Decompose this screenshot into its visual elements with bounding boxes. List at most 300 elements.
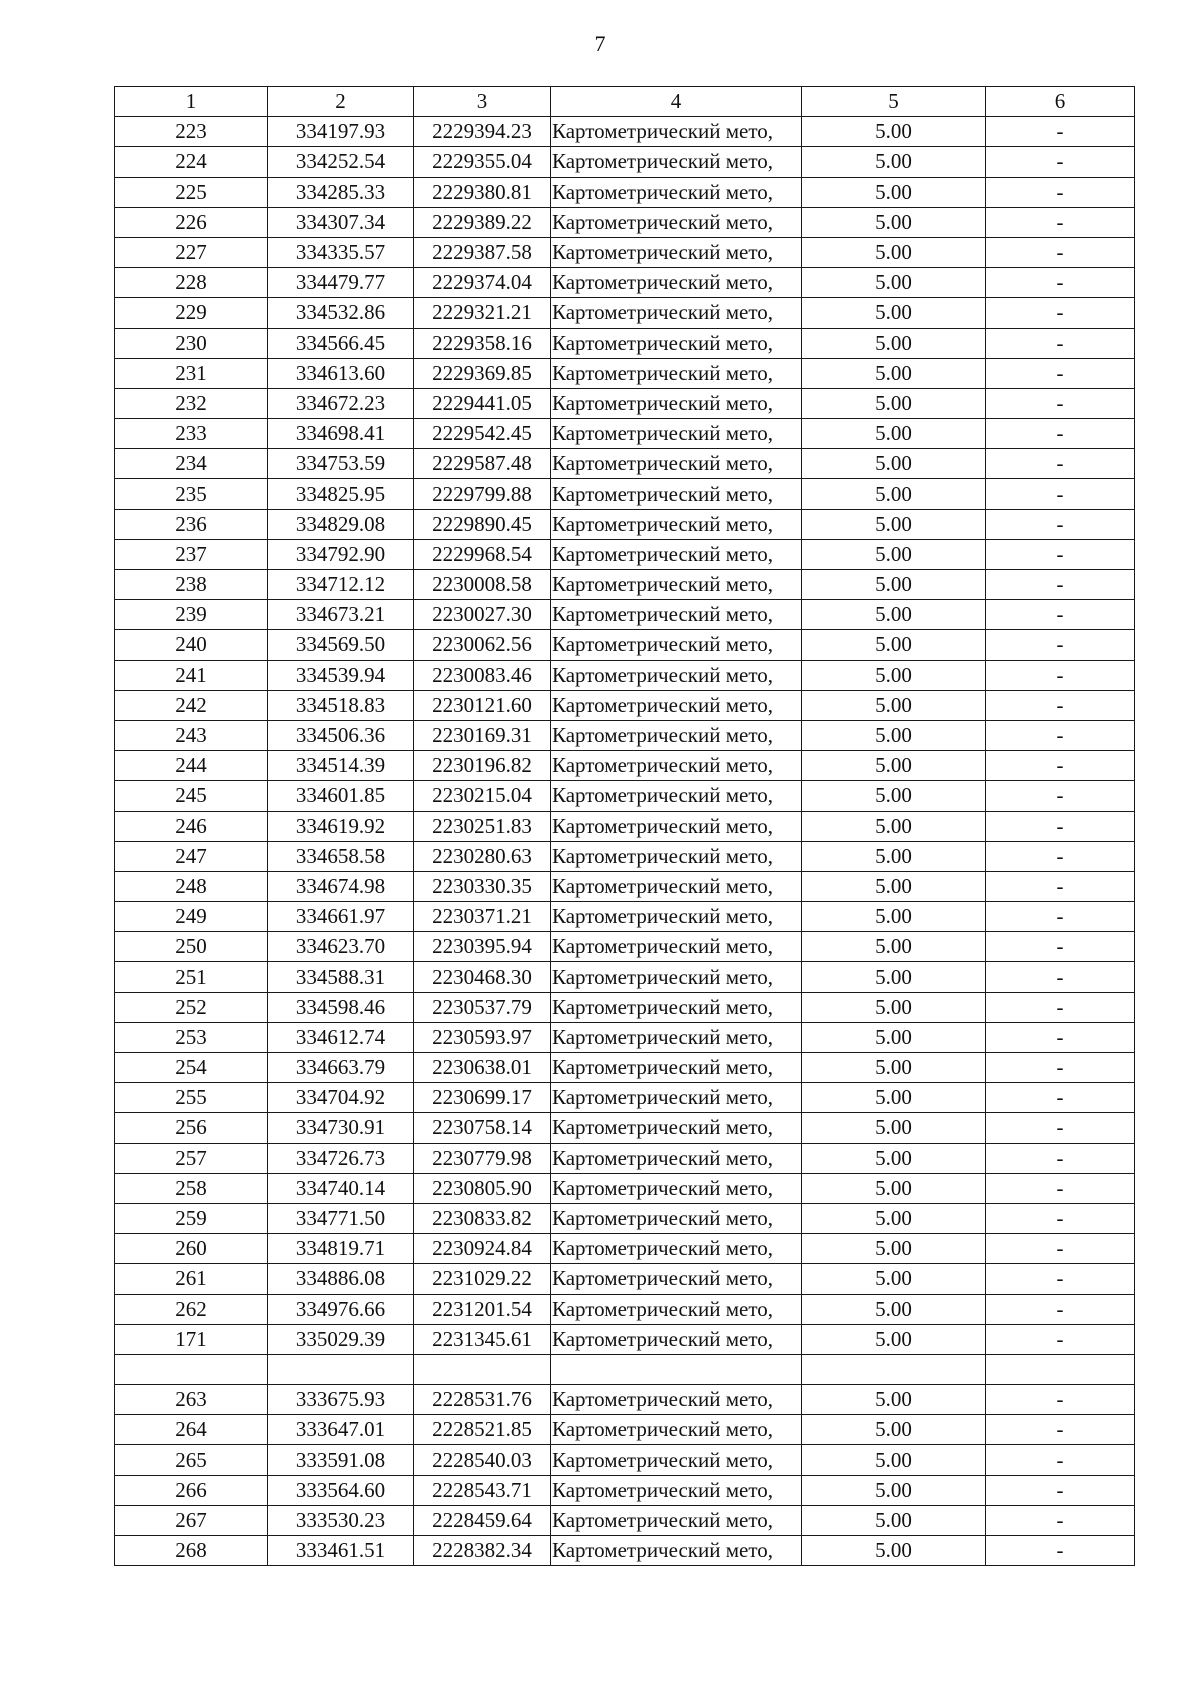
note-cell: - bbox=[986, 1234, 1135, 1264]
y-coordinate-cell: 2231029.22 bbox=[414, 1264, 551, 1294]
x-coordinate-cell: 334613.60 bbox=[268, 358, 414, 388]
table-row bbox=[115, 1536, 1135, 1566]
note-cell: - bbox=[986, 1505, 1135, 1535]
method-cell: Картометрический мето, bbox=[551, 117, 802, 147]
accuracy-cell: 5.00 bbox=[802, 509, 986, 539]
note-cell: - bbox=[986, 1022, 1135, 1052]
point-number-cell bbox=[115, 1354, 268, 1384]
table-row bbox=[115, 539, 1135, 569]
y-coordinate-cell: 2230027.30 bbox=[414, 600, 551, 630]
point-number-cell: 243 bbox=[115, 720, 268, 750]
table-row bbox=[115, 268, 1135, 298]
method-cell: Картометрический мето, bbox=[551, 1173, 802, 1203]
method-cell: Картометрический мето, bbox=[551, 237, 802, 267]
point-number-cell: 248 bbox=[115, 871, 268, 901]
y-coordinate-cell: 2229355.04 bbox=[414, 147, 551, 177]
x-coordinate-cell: 333564.60 bbox=[268, 1475, 414, 1505]
x-coordinate-cell: 333530.23 bbox=[268, 1505, 414, 1535]
method-cell: Картометрический мето, bbox=[551, 751, 802, 781]
table-row bbox=[115, 1505, 1135, 1535]
method-cell: Картометрический мето, bbox=[551, 1203, 802, 1233]
y-coordinate-cell: 2230805.90 bbox=[414, 1173, 551, 1203]
x-coordinate-cell: 334623.70 bbox=[268, 932, 414, 962]
point-number-cell: 228 bbox=[115, 268, 268, 298]
point-number-cell: 234 bbox=[115, 449, 268, 479]
method-cell: Картометрический мето, bbox=[551, 841, 802, 871]
note-cell: - bbox=[986, 207, 1135, 237]
accuracy-cell: 5.00 bbox=[802, 479, 986, 509]
point-number-cell: 255 bbox=[115, 1083, 268, 1113]
accuracy-cell: 5.00 bbox=[802, 720, 986, 750]
y-coordinate-cell: 2230395.94 bbox=[414, 932, 551, 962]
point-number-cell: 231 bbox=[115, 358, 268, 388]
note-cell: - bbox=[986, 1264, 1135, 1294]
point-number-cell: 239 bbox=[115, 600, 268, 630]
header-cell-5: 5 bbox=[802, 87, 986, 117]
point-number-cell: 237 bbox=[115, 539, 268, 569]
table-row bbox=[115, 962, 1135, 992]
x-coordinate-cell: 334674.98 bbox=[268, 871, 414, 901]
header-cell-4: 4 bbox=[551, 87, 802, 117]
note-cell: - bbox=[986, 962, 1135, 992]
point-number-cell: 227 bbox=[115, 237, 268, 267]
point-number-cell: 238 bbox=[115, 570, 268, 600]
note-cell: - bbox=[986, 841, 1135, 871]
method-cell: Картометрический мето, bbox=[551, 388, 802, 418]
accuracy-cell: 5.00 bbox=[802, 841, 986, 871]
accuracy-cell: 5.00 bbox=[802, 570, 986, 600]
point-number-cell: 264 bbox=[115, 1415, 268, 1445]
note-cell: - bbox=[986, 237, 1135, 267]
y-coordinate-cell: 2228540.03 bbox=[414, 1445, 551, 1475]
accuracy-cell: 5.00 bbox=[802, 1294, 986, 1324]
accuracy-cell: 5.00 bbox=[802, 1445, 986, 1475]
method-cell: Картометрический мето, bbox=[551, 1113, 802, 1143]
point-number-cell: 251 bbox=[115, 962, 268, 992]
x-coordinate-cell: 334740.14 bbox=[268, 1173, 414, 1203]
accuracy-cell: 5.00 bbox=[802, 1415, 986, 1445]
accuracy-cell: 5.00 bbox=[802, 1505, 986, 1535]
y-coordinate-cell: 2229441.05 bbox=[414, 388, 551, 418]
table-row bbox=[115, 1445, 1135, 1475]
x-coordinate-cell: 334704.92 bbox=[268, 1083, 414, 1113]
note-cell: - bbox=[986, 298, 1135, 328]
point-number-cell: 250 bbox=[115, 932, 268, 962]
accuracy-cell: 5.00 bbox=[802, 1475, 986, 1505]
method-cell: Картометрический мето, bbox=[551, 1022, 802, 1052]
table-row bbox=[115, 1083, 1135, 1113]
accuracy-cell: 5.00 bbox=[802, 600, 986, 630]
method-cell: Картометрический мето, bbox=[551, 1505, 802, 1535]
table-row bbox=[115, 388, 1135, 418]
x-coordinate-cell: 334479.77 bbox=[268, 268, 414, 298]
point-number-cell: 254 bbox=[115, 1053, 268, 1083]
y-coordinate-cell: 2229369.85 bbox=[414, 358, 551, 388]
x-coordinate-cell: 333461.51 bbox=[268, 1536, 414, 1566]
accuracy-cell: 5.00 bbox=[802, 811, 986, 841]
point-number-cell: 267 bbox=[115, 1505, 268, 1535]
method-cell: Картометрический мето, bbox=[551, 1234, 802, 1264]
accuracy-cell: 5.00 bbox=[802, 1234, 986, 1264]
note-cell: - bbox=[986, 1475, 1135, 1505]
y-coordinate-cell: 2229587.48 bbox=[414, 449, 551, 479]
accuracy-cell: 5.00 bbox=[802, 1203, 986, 1233]
x-coordinate-cell: 334566.45 bbox=[268, 328, 414, 358]
y-coordinate-cell: 2230280.63 bbox=[414, 841, 551, 871]
y-coordinate-cell: 2229890.45 bbox=[414, 509, 551, 539]
method-cell: Картометрический мето, bbox=[551, 811, 802, 841]
table-row bbox=[115, 358, 1135, 388]
accuracy-cell: 5.00 bbox=[802, 539, 986, 569]
y-coordinate-cell: 2228382.34 bbox=[414, 1536, 551, 1566]
point-number-cell: 229 bbox=[115, 298, 268, 328]
accuracy-cell: 5.00 bbox=[802, 117, 986, 147]
table-row bbox=[115, 841, 1135, 871]
x-coordinate-cell: 334514.39 bbox=[268, 751, 414, 781]
table-row bbox=[115, 509, 1135, 539]
accuracy-cell: 5.00 bbox=[802, 449, 986, 479]
method-cell: Картометрический мето, bbox=[551, 600, 802, 630]
note-cell: - bbox=[986, 600, 1135, 630]
point-number-cell: 225 bbox=[115, 177, 268, 207]
table-row bbox=[115, 660, 1135, 690]
x-coordinate-cell: 334252.54 bbox=[268, 147, 414, 177]
x-coordinate-cell: 334506.36 bbox=[268, 720, 414, 750]
accuracy-cell: 5.00 bbox=[802, 1143, 986, 1173]
point-number-cell: 257 bbox=[115, 1143, 268, 1173]
note-cell: - bbox=[986, 177, 1135, 207]
method-cell: Картометрический мето, bbox=[551, 992, 802, 1022]
accuracy-cell: 5.00 bbox=[802, 992, 986, 1022]
method-cell: Картометрический мето, bbox=[551, 1536, 802, 1566]
note-cell: - bbox=[986, 1053, 1135, 1083]
method-cell: Картометрический мето, bbox=[551, 690, 802, 720]
x-coordinate-cell: 334518.83 bbox=[268, 690, 414, 720]
method-cell: Картометрический мето, bbox=[551, 298, 802, 328]
x-coordinate-cell: 334712.12 bbox=[268, 570, 414, 600]
method-cell: Картометрический мето, bbox=[551, 932, 802, 962]
x-coordinate-cell: 334569.50 bbox=[268, 630, 414, 660]
method-cell: Картометрический мето, bbox=[551, 268, 802, 298]
method-cell: Картометрический мето, bbox=[551, 1294, 802, 1324]
header-cell-1: 1 bbox=[115, 87, 268, 117]
table-row bbox=[115, 992, 1135, 1022]
table-row bbox=[115, 570, 1135, 600]
method-cell: Картометрический мето, bbox=[551, 902, 802, 932]
note-cell: - bbox=[986, 1083, 1135, 1113]
note-cell: - bbox=[986, 751, 1135, 781]
point-number-cell: 241 bbox=[115, 660, 268, 690]
x-coordinate-cell: 333675.93 bbox=[268, 1385, 414, 1415]
x-coordinate-cell: 334976.66 bbox=[268, 1294, 414, 1324]
y-coordinate-cell: 2229380.81 bbox=[414, 177, 551, 207]
y-coordinate-cell: 2230537.79 bbox=[414, 992, 551, 1022]
accuracy-cell: 5.00 bbox=[802, 268, 986, 298]
x-coordinate-cell: 334661.97 bbox=[268, 902, 414, 932]
note-cell: - bbox=[986, 811, 1135, 841]
x-coordinate-cell: 334753.59 bbox=[268, 449, 414, 479]
point-number-cell: 242 bbox=[115, 690, 268, 720]
table-row bbox=[115, 1264, 1135, 1294]
y-coordinate-cell: 2230779.98 bbox=[414, 1143, 551, 1173]
note-cell bbox=[986, 1354, 1135, 1384]
note-cell: - bbox=[986, 1294, 1135, 1324]
table-row bbox=[115, 207, 1135, 237]
header-cell-6: 6 bbox=[986, 87, 1135, 117]
table-row bbox=[115, 751, 1135, 781]
y-coordinate-cell: 2230638.01 bbox=[414, 1053, 551, 1083]
note-cell: - bbox=[986, 932, 1135, 962]
accuracy-cell: 5.00 bbox=[802, 1324, 986, 1354]
point-number-cell: 265 bbox=[115, 1445, 268, 1475]
point-number-cell: 261 bbox=[115, 1264, 268, 1294]
table-row bbox=[115, 1022, 1135, 1052]
method-cell: Картометрический мето, bbox=[551, 328, 802, 358]
method-cell: Картометрический мето, bbox=[551, 781, 802, 811]
point-number-cell: 247 bbox=[115, 841, 268, 871]
y-coordinate-cell: 2230008.58 bbox=[414, 570, 551, 600]
table-row bbox=[115, 902, 1135, 932]
method-cell: Картометрический мето, bbox=[551, 720, 802, 750]
method-cell: Картометрический мето, bbox=[551, 570, 802, 600]
y-coordinate-cell: 2231345.61 bbox=[414, 1324, 551, 1354]
accuracy-cell: 5.00 bbox=[802, 690, 986, 720]
point-number-cell: 263 bbox=[115, 1385, 268, 1415]
accuracy-cell: 5.00 bbox=[802, 1536, 986, 1566]
method-cell: Картометрический мето, bbox=[551, 871, 802, 901]
note-cell: - bbox=[986, 147, 1135, 177]
y-coordinate-cell: 2229394.23 bbox=[414, 117, 551, 147]
y-coordinate-cell: 2230215.04 bbox=[414, 781, 551, 811]
note-cell: - bbox=[986, 570, 1135, 600]
y-coordinate-cell: 2230468.30 bbox=[414, 962, 551, 992]
point-number-cell: 235 bbox=[115, 479, 268, 509]
accuracy-cell: 5.00 bbox=[802, 1264, 986, 1294]
point-number-cell: 253 bbox=[115, 1022, 268, 1052]
method-cell: Картометрический мето, bbox=[551, 147, 802, 177]
point-number-cell: 246 bbox=[115, 811, 268, 841]
point-number-cell: 230 bbox=[115, 328, 268, 358]
accuracy-cell: 5.00 bbox=[802, 1053, 986, 1083]
note-cell: - bbox=[986, 449, 1135, 479]
accuracy-cell: 5.00 bbox=[802, 1113, 986, 1143]
method-cell: Картометрический мето, bbox=[551, 1415, 802, 1445]
note-cell: - bbox=[986, 328, 1135, 358]
table-row bbox=[115, 1324, 1135, 1354]
x-coordinate-cell: 334663.79 bbox=[268, 1053, 414, 1083]
y-coordinate-cell bbox=[414, 1354, 551, 1384]
note-cell: - bbox=[986, 1324, 1135, 1354]
y-coordinate-cell: 2230833.82 bbox=[414, 1203, 551, 1233]
accuracy-cell: 5.00 bbox=[802, 1385, 986, 1415]
point-number-cell: 236 bbox=[115, 509, 268, 539]
point-number-cell: 240 bbox=[115, 630, 268, 660]
method-cell: Картометрический мето, bbox=[551, 962, 802, 992]
accuracy-cell bbox=[802, 1354, 986, 1384]
note-cell: - bbox=[986, 388, 1135, 418]
table-row bbox=[115, 630, 1135, 660]
method-cell: Картометрический мето, bbox=[551, 1083, 802, 1113]
y-coordinate-cell: 2230121.60 bbox=[414, 690, 551, 720]
accuracy-cell: 5.00 bbox=[802, 962, 986, 992]
y-coordinate-cell: 2229389.22 bbox=[414, 207, 551, 237]
y-coordinate-cell: 2229968.54 bbox=[414, 539, 551, 569]
method-cell: Картометрический мето, bbox=[551, 1324, 802, 1354]
x-coordinate-cell: 334829.08 bbox=[268, 509, 414, 539]
x-coordinate-cell: 334539.94 bbox=[268, 660, 414, 690]
point-number-cell: 223 bbox=[115, 117, 268, 147]
table-row bbox=[115, 1203, 1135, 1233]
accuracy-cell: 5.00 bbox=[802, 932, 986, 962]
method-cell: Картометрический мето, bbox=[551, 177, 802, 207]
y-coordinate-cell: 2231201.54 bbox=[414, 1294, 551, 1324]
table-row bbox=[115, 871, 1135, 901]
x-coordinate-cell: 334886.08 bbox=[268, 1264, 414, 1294]
point-number-cell: 232 bbox=[115, 388, 268, 418]
point-number-cell: 224 bbox=[115, 147, 268, 177]
point-number-cell: 245 bbox=[115, 781, 268, 811]
table-header bbox=[115, 87, 1135, 117]
table-row bbox=[115, 177, 1135, 207]
point-number-cell: 262 bbox=[115, 1294, 268, 1324]
note-cell: - bbox=[986, 1113, 1135, 1143]
table-row bbox=[115, 298, 1135, 328]
table-row bbox=[115, 811, 1135, 841]
x-coordinate-cell: 333591.08 bbox=[268, 1445, 414, 1475]
method-cell: Картометрический мето, bbox=[551, 509, 802, 539]
x-coordinate-cell: 334612.74 bbox=[268, 1022, 414, 1052]
accuracy-cell: 5.00 bbox=[802, 328, 986, 358]
point-number-cell: 171 bbox=[115, 1324, 268, 1354]
point-number-cell: 233 bbox=[115, 419, 268, 449]
coordinates-table bbox=[114, 86, 1135, 1566]
note-cell: - bbox=[986, 781, 1135, 811]
table-row bbox=[115, 1143, 1135, 1173]
table-row bbox=[115, 1234, 1135, 1264]
y-coordinate-cell: 2230196.82 bbox=[414, 751, 551, 781]
y-coordinate-cell: 2228531.76 bbox=[414, 1385, 551, 1415]
method-cell: Картометрический мето, bbox=[551, 358, 802, 388]
table-row bbox=[115, 1385, 1135, 1415]
method-cell: Картометрический мето, bbox=[551, 1475, 802, 1505]
x-coordinate-cell: 334532.86 bbox=[268, 298, 414, 328]
accuracy-cell: 5.00 bbox=[802, 1022, 986, 1052]
y-coordinate-cell: 2230169.31 bbox=[414, 720, 551, 750]
table-row bbox=[115, 1354, 1135, 1384]
accuracy-cell: 5.00 bbox=[802, 358, 986, 388]
note-cell: - bbox=[986, 479, 1135, 509]
table-row bbox=[115, 419, 1135, 449]
note-cell: - bbox=[986, 1173, 1135, 1203]
y-coordinate-cell: 2230371.21 bbox=[414, 902, 551, 932]
note-cell: - bbox=[986, 1536, 1135, 1566]
point-number-cell: 226 bbox=[115, 207, 268, 237]
table-row bbox=[115, 1113, 1135, 1143]
y-coordinate-cell: 2229799.88 bbox=[414, 479, 551, 509]
note-cell: - bbox=[986, 1143, 1135, 1173]
x-coordinate-cell: 334285.33 bbox=[268, 177, 414, 207]
accuracy-cell: 5.00 bbox=[802, 871, 986, 901]
accuracy-cell: 5.00 bbox=[802, 660, 986, 690]
x-coordinate-cell: 334601.85 bbox=[268, 781, 414, 811]
x-coordinate-cell: 334771.50 bbox=[268, 1203, 414, 1233]
method-cell: Картометрический мето, bbox=[551, 207, 802, 237]
method-cell: Картометрический мето, bbox=[551, 449, 802, 479]
x-coordinate-cell: 334658.58 bbox=[268, 841, 414, 871]
table-row bbox=[115, 932, 1135, 962]
x-coordinate-cell: 334792.90 bbox=[268, 539, 414, 569]
y-coordinate-cell: 2230758.14 bbox=[414, 1113, 551, 1143]
y-coordinate-cell: 2229374.04 bbox=[414, 268, 551, 298]
table-row bbox=[115, 328, 1135, 358]
note-cell: - bbox=[986, 871, 1135, 901]
method-cell: Картометрический мето, bbox=[551, 479, 802, 509]
header-cell-3: 3 bbox=[414, 87, 551, 117]
note-cell: - bbox=[986, 419, 1135, 449]
table-row bbox=[115, 600, 1135, 630]
note-cell: - bbox=[986, 720, 1135, 750]
point-number-cell: 266 bbox=[115, 1475, 268, 1505]
x-coordinate-cell: 334726.73 bbox=[268, 1143, 414, 1173]
point-number-cell: 244 bbox=[115, 751, 268, 781]
point-number-cell: 260 bbox=[115, 1234, 268, 1264]
note-cell: - bbox=[986, 1415, 1135, 1445]
accuracy-cell: 5.00 bbox=[802, 298, 986, 328]
x-coordinate-cell: 334197.93 bbox=[268, 117, 414, 147]
x-coordinate-cell: 334598.46 bbox=[268, 992, 414, 1022]
note-cell: - bbox=[986, 539, 1135, 569]
table-row bbox=[115, 237, 1135, 267]
x-coordinate-cell: 334672.23 bbox=[268, 388, 414, 418]
table-row bbox=[115, 720, 1135, 750]
y-coordinate-cell: 2230593.97 bbox=[414, 1022, 551, 1052]
accuracy-cell: 5.00 bbox=[802, 237, 986, 267]
y-coordinate-cell: 2230062.56 bbox=[414, 630, 551, 660]
method-cell: Картометрический мето, bbox=[551, 539, 802, 569]
method-cell: Картометрический мето, bbox=[551, 1445, 802, 1475]
note-cell: - bbox=[986, 509, 1135, 539]
method-cell: Картометрический мето, bbox=[551, 419, 802, 449]
point-number-cell: 252 bbox=[115, 992, 268, 1022]
x-coordinate-cell: 334335.57 bbox=[268, 237, 414, 267]
method-cell: Картометрический мето, bbox=[551, 1053, 802, 1083]
y-coordinate-cell: 2228521.85 bbox=[414, 1415, 551, 1445]
x-coordinate-cell bbox=[268, 1354, 414, 1384]
method-cell: Картометрический мето, bbox=[551, 1385, 802, 1415]
note-cell: - bbox=[986, 117, 1135, 147]
point-number-cell: 268 bbox=[115, 1536, 268, 1566]
point-number-cell: 249 bbox=[115, 902, 268, 932]
note-cell: - bbox=[986, 1385, 1135, 1415]
table-row bbox=[115, 147, 1135, 177]
accuracy-cell: 5.00 bbox=[802, 177, 986, 207]
accuracy-cell: 5.00 bbox=[802, 388, 986, 418]
table-body bbox=[115, 117, 1135, 1566]
x-coordinate-cell: 335029.39 bbox=[268, 1324, 414, 1354]
note-cell: - bbox=[986, 1445, 1135, 1475]
x-coordinate-cell: 334825.95 bbox=[268, 479, 414, 509]
method-cell: Картометрический мето, bbox=[551, 630, 802, 660]
note-cell: - bbox=[986, 902, 1135, 932]
method-cell: Картометрический мето, bbox=[551, 660, 802, 690]
accuracy-cell: 5.00 bbox=[802, 1173, 986, 1203]
table-row bbox=[115, 1475, 1135, 1505]
accuracy-cell: 5.00 bbox=[802, 751, 986, 781]
x-coordinate-cell: 334730.91 bbox=[268, 1113, 414, 1143]
y-coordinate-cell: 2229321.21 bbox=[414, 298, 551, 328]
method-cell: Картометрический мето, bbox=[551, 1264, 802, 1294]
header-cell-2: 2 bbox=[268, 87, 414, 117]
